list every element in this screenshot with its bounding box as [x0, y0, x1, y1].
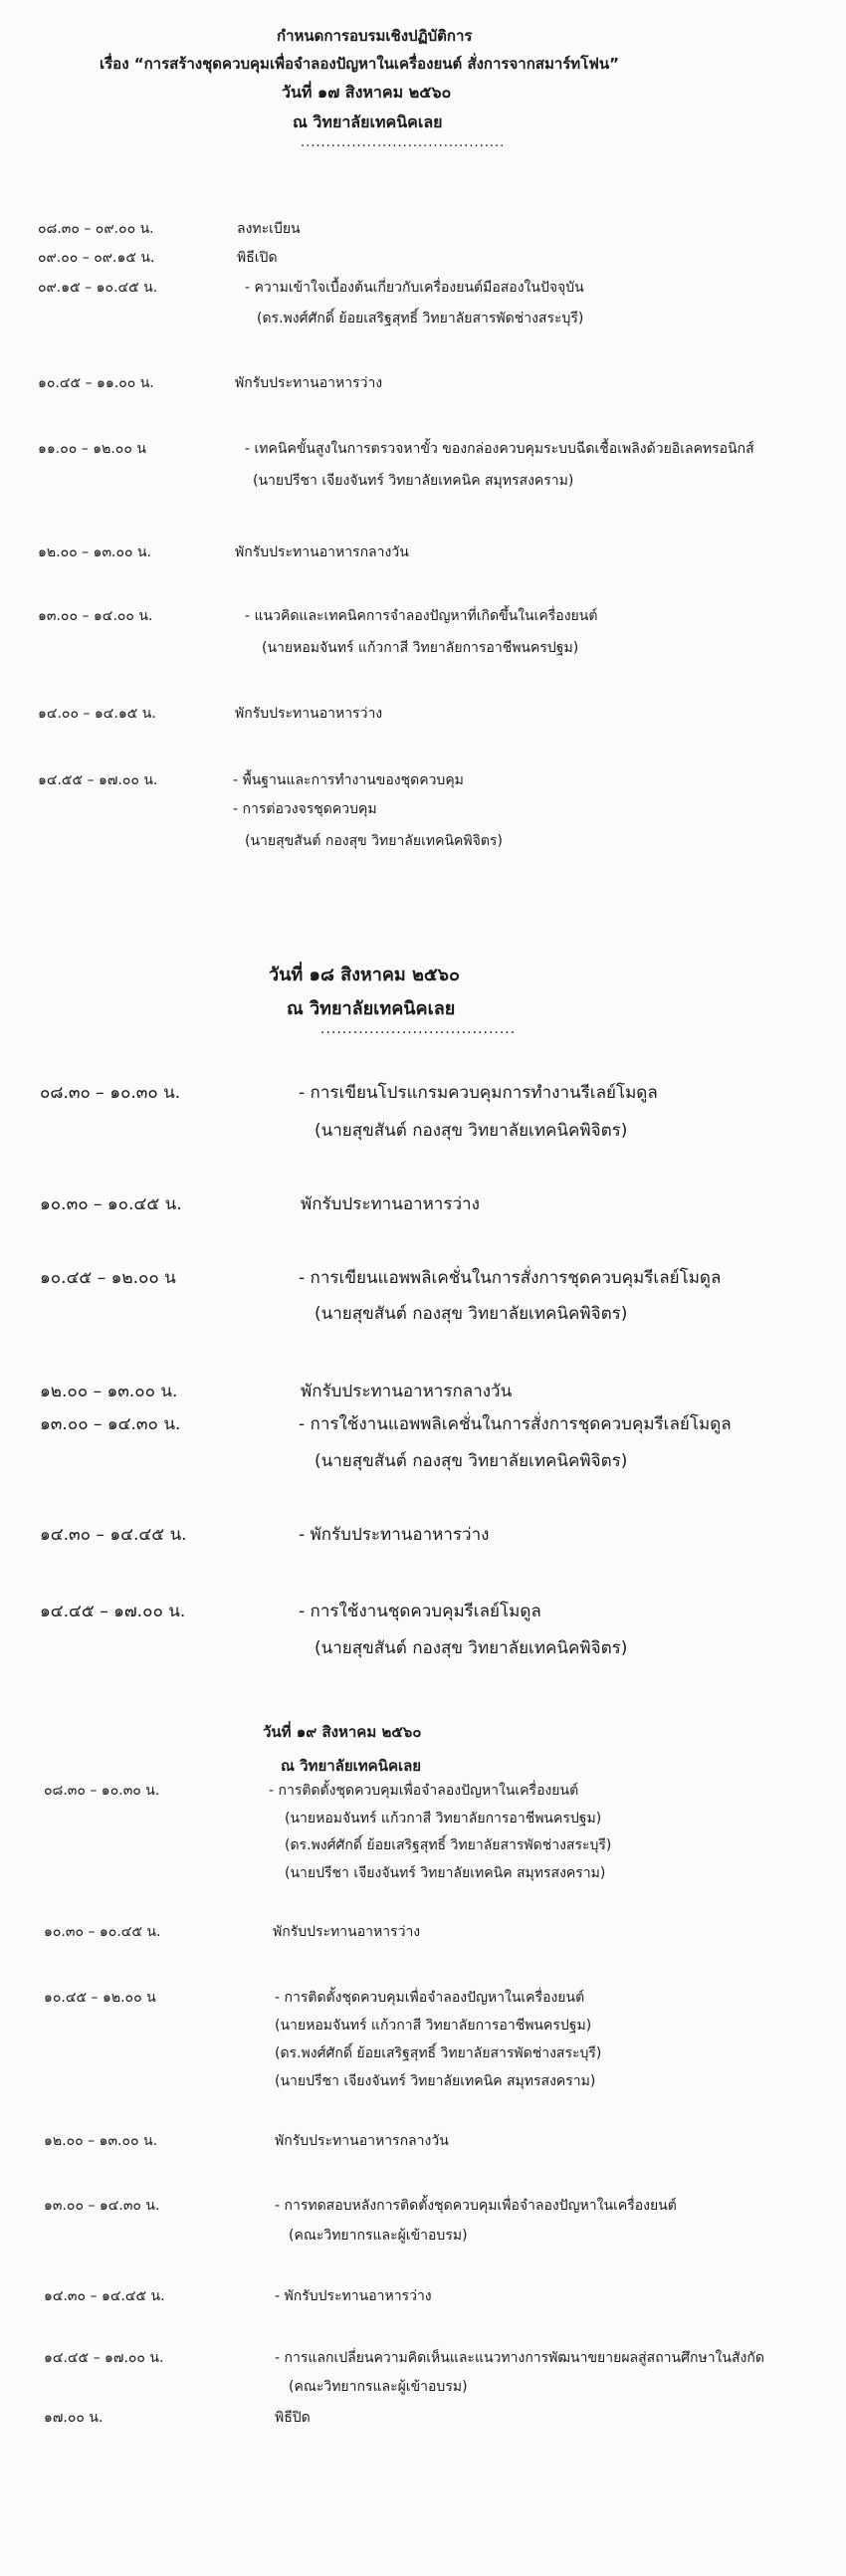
row-activity: - การติดตั้งชุดควบคุมเพื่อจำลองปัญหาในเครื่องยนต์ — [275, 1990, 585, 2006]
row-speaker: (นายหอมจันทร์ แก้วกาสี วิทยาลัยการอาชีพนครปฐม) — [285, 1811, 602, 1826]
row-time: ๑๔.๕๕ – ๑๗.๐๐ น. — [38, 772, 158, 788]
row-speaker: (ดร.พงศ์ศักดิ์ ย้อยเสริฐสุทธิ์ วิทยาลัยสารพัดช่างสระบุรี) — [257, 311, 584, 326]
row-speaker: (ดร.พงศ์ศักดิ์ ย้อยเสริฐสุทธิ์ วิทยาลัยสารพัดช่างสระบุรี) — [285, 1837, 612, 1853]
day1-venue: ณ วิทยาลัยเทคนิคเลย — [293, 112, 443, 131]
row-time: ๑๓.๐๐ – ๑๔.๓๐ น. — [44, 2198, 160, 2214]
row-time: ๑๒.๐๐ – ๑๓.๐๐ น. — [44, 2133, 158, 2149]
row-speaker: (นายสุขสันต์ กองสุข วิทยาลัยเทคนิคพิจิตร) — [315, 1304, 628, 1324]
row-speaker: (คณะวิทยากรและผู้เข้าอบรม) — [289, 2228, 468, 2244]
row-activity: พักรับประทานอาหารว่าง — [235, 706, 383, 722]
row-time: ๑๓.๐๐ – ๑๔.๐๐ น. — [38, 608, 153, 624]
document-subject: เรื่อง “การสร้างชุดควบคุมเพื่อจำลองปัญหาในเครื่องยนต์ สั่งการจากสมาร์ทโฟน” — [100, 55, 619, 73]
row-activity: พักรับประทานอาหารกลางวัน — [301, 1382, 513, 1401]
row-activity: ลงทะเบียน — [237, 221, 301, 237]
row-activity: - ความเข้าใจเบื้องต้นเกี่ยวกับเครื่องยนต์มือสองในปัจจุบัน — [245, 280, 584, 296]
row-speaker: (นายสุขสันต์ กองสุข วิทยาลัยเทคนิคพิจิตร) — [315, 1451, 628, 1471]
row-time: ๑๐.๓๐ – ๑๐.๔๕ น. — [44, 1924, 161, 1940]
row-time: ๐๘.๓๐ – ๐๙.๐๐ น. — [38, 221, 154, 237]
row-time: ๑๔.๓๐ – ๑๔.๔๕ น. — [44, 2288, 165, 2304]
row-speaker: (นายสุขสันต์ กองสุข วิทยาลัยเทคนิคพิจิตร) — [315, 1638, 628, 1658]
day1-date: วันที่ ๑๗ สิงหาคม ๒๕๖๐ — [282, 83, 452, 102]
row-time: ๑๔.๔๕ – ๑๗.๐๐ น. — [40, 1602, 186, 1621]
row-activity: - การใช้งานชุดควบคุมรีเลย์โมดูล — [299, 1602, 541, 1621]
day2-dotted-rule: .................................... — [320, 1021, 517, 1037]
row-activity: - การทดสอบหลังการติดตั้งชุดควบคุมเพื่อจำลองปัญหาในเครื่องยนต์ — [275, 2198, 677, 2214]
row-speaker: (นายหอมจันทร์ แก้วกาสี วิทยาลัยการอาชีพนครปฐม) — [262, 640, 579, 656]
row-speaker: (นายสุขสันต์ กองสุข วิทยาลัยเทคนิคพิจิตร) — [245, 833, 503, 849]
row-time: ๑๒.๐๐ – ๑๓.๐๐ น. — [38, 544, 152, 560]
day2-date: วันที่ ๑๘ สิงหาคม ๒๕๖๐ — [269, 965, 460, 985]
row-speaker: (ดร.พงศ์ศักดิ์ ย้อยเสริฐสุทธิ์ วิทยาลัยสารพัดช่างสระบุรี) — [275, 2045, 602, 2061]
row-time: ๐๘.๓๐ – ๑๐.๓๐ น. — [40, 1083, 181, 1103]
row-activity: พักรับประทานอาหารว่าง — [301, 1194, 480, 1214]
row-activity: - พักรับประทานอาหารว่าง — [275, 2288, 432, 2304]
row-time: ๑๔.๓๐ – ๑๔.๔๕ น. — [40, 1525, 187, 1545]
row-time: ๐๙.๐๐ – ๐๙.๑๕ น. — [38, 250, 155, 266]
row-time: ๐๙.๑๕ – ๑๐.๔๕ น. — [38, 280, 158, 296]
row-time: ๑๐.๓๐ – ๑๐.๔๕ น. — [40, 1194, 182, 1214]
row-time: ๑๐.๔๕ – ๑๒.๐๐ น — [40, 1268, 176, 1288]
row-speaker: (นายปรีชา เจียงจันทร์ วิทยาลัยเทคนิค สมุทรสงคราม) — [253, 473, 574, 489]
row-activity: พักรับประทานอาหารกลางวัน — [235, 544, 409, 560]
row-activity: - การติดตั้งชุดควบคุมเพื่อจำลองปัญหาในเครื่องยนต์ — [269, 1783, 579, 1799]
day3-date: วันที่ ๑๙ สิงหาคม ๒๕๖๐ — [263, 1723, 422, 1741]
row-activity: พักรับประทานอาหารว่าง — [235, 375, 383, 391]
row-activity: - เทคนิคขั้นสูงในการตรวจหาขั้ว ของกล่องควบคุมระบบฉีดเชื้อเพลิงด้วยอิเลคทรอนิกส์ — [245, 441, 754, 457]
row-activity: - การต่อวงจรชุดควบคุม — [233, 801, 377, 817]
row-activity: พิธีเปิด — [237, 250, 278, 266]
row-time: ๑๐.๔๕ – ๑๒.๐๐ น — [44, 1990, 156, 2006]
row-speaker: (นายสุขสันต์ กองสุข วิทยาลัยเทคนิคพิจิตร) — [315, 1121, 628, 1141]
document-title: กำหนดการอบรมเชิงปฏิบัติการ — [277, 27, 473, 45]
row-speaker: (นายปรีชา เจียงจันทร์ วิทยาลัยเทคนิค สมุทรสงคราม) — [275, 2073, 596, 2089]
row-time: ๑๗.๐๐ น. — [44, 2410, 104, 2426]
row-activity: - การเขียนโปรแกรมควบคุมการทำงานรีเลย์โมดูล — [299, 1083, 658, 1103]
row-time: ๑๔.๐๐ – ๑๔.๑๕ น. — [38, 706, 156, 722]
row-time: ๐๘.๓๐ – ๑๐.๓๐ น. — [44, 1783, 160, 1799]
day3-venue: ณ วิทยาลัยเทคนิคเลย — [281, 1757, 422, 1775]
header-dotted-rule: ........................................ — [301, 135, 506, 150]
row-time: ๑๓.๐๐ – ๑๔.๓๐ น. — [40, 1414, 181, 1434]
row-speaker: (คณะวิทยากรและผู้เข้าอบรม) — [289, 2379, 468, 2395]
day2-venue: ณ วิทยาลัยเทคนิคเลย — [287, 998, 456, 1019]
row-activity: - แนวคิดและเทคนิคการจำลองปัญหาที่เกิดขึ้นในเครื่องยนต์ — [245, 608, 598, 624]
row-activity: - การแลกเปลี่ยนความคิดเห็นและแนวทางการพัฒนาขยายผลสู่สถานศึกษาในสังกัด — [275, 2350, 764, 2366]
row-activity: พักรับประทานอาหารว่าง — [273, 1924, 421, 1940]
row-time: ๑๒.๐๐ – ๑๓.๐๐ น. — [40, 1382, 178, 1401]
row-activity: พิธีปิด — [275, 2410, 311, 2426]
row-speaker: (นายหอมจันทร์ แก้วกาสี วิทยาลัยการอาชีพนครปฐม) — [275, 2018, 592, 2034]
row-activity: พักรับประทานอาหารกลางวัน — [275, 2133, 449, 2149]
row-time: ๑๑.๐๐ – ๑๒.๐๐ น — [38, 441, 146, 457]
row-speaker: (นายปรีชา เจียงจันทร์ วิทยาลัยเทคนิค สมุทรสงคราม) — [285, 1865, 606, 1881]
row-activity: - พื้นฐานและการทำงานของชุดควบคุม — [233, 772, 464, 788]
row-activity: - พักรับประทานอาหารว่าง — [299, 1525, 490, 1545]
row-time: ๑๐.๔๕ – ๑๑.๐๐ น. — [38, 375, 154, 391]
row-time: ๑๔.๔๕ – ๑๗.๐๐ น. — [44, 2350, 164, 2366]
row-activity: - การใช้งานแอพพลิเคชั่นในการสั่งการชุดควบคุมรีเลย์โมดูล — [299, 1414, 732, 1434]
row-activity: - การเขียนแอพพลิเคชั่นในการสั่งการชุดควบคุมรีเลย์โมดูล — [299, 1268, 722, 1288]
